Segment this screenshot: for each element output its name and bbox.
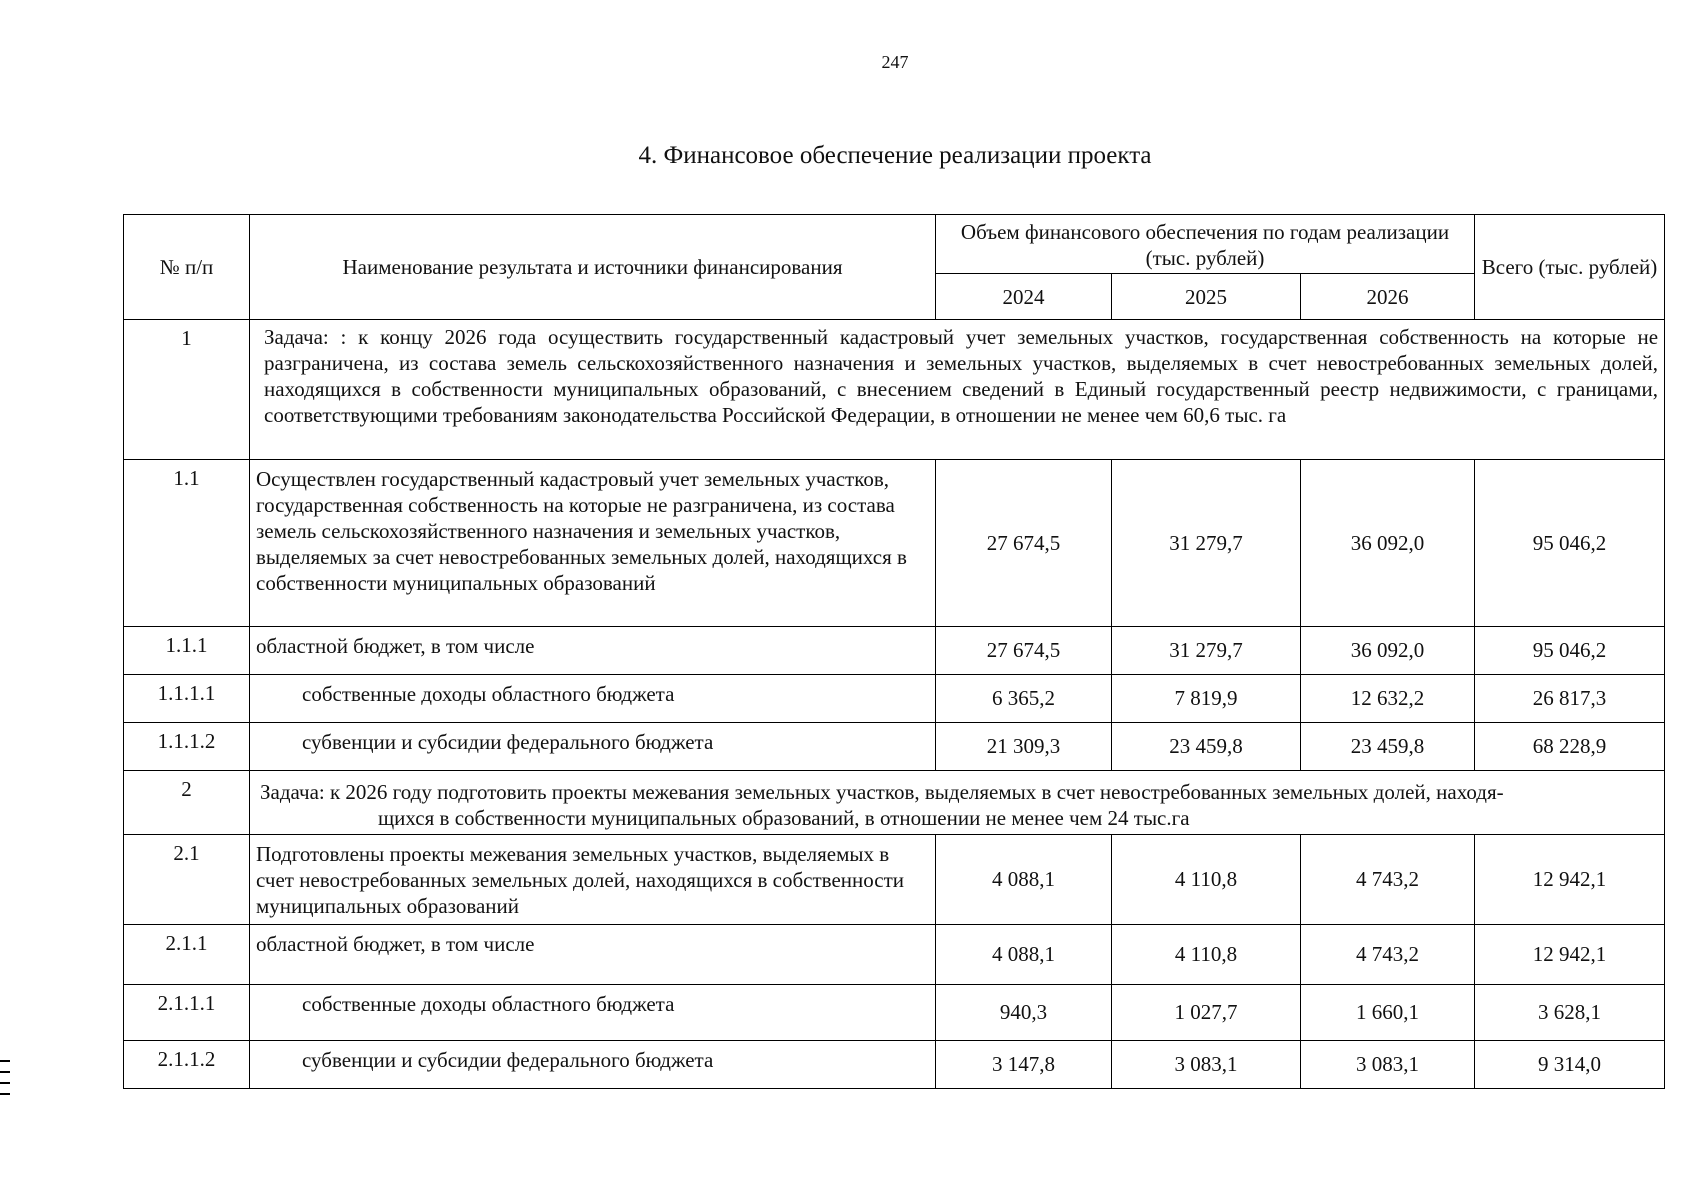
header-year-2024: 2024 — [936, 274, 1112, 320]
header-year-2026: 2026 — [1301, 274, 1475, 320]
value-2025: 4 110,8 — [1112, 835, 1301, 925]
value-2025: 31 279,7 — [1112, 460, 1301, 627]
row-name: собственные доходы областного бюджета — [250, 985, 936, 1041]
value-2026: 4 743,2 — [1301, 835, 1475, 925]
value-2024: 27 674,5 — [936, 460, 1112, 627]
value-total: 68 228,9 — [1475, 723, 1665, 771]
row-name: субвенции и субсидии федерального бюджета — [250, 1041, 936, 1089]
row-num: 2.1.1 — [124, 925, 250, 985]
value-2025: 4 110,8 — [1112, 925, 1301, 985]
value-2024: 940,3 — [936, 985, 1112, 1041]
row-num: 2.1 — [124, 835, 250, 925]
table-row — [124, 675, 1665, 723]
table-row — [124, 723, 1665, 771]
table-row — [124, 925, 1665, 985]
value-2025: 7 819,9 — [1112, 675, 1301, 723]
header-year-2025: 2025 — [1112, 274, 1301, 320]
row-name: Осуществлен государственный кадастровый учет земельных участков, государственная собственность на которые не разграничена, из состава земель сельскохозяйственного назначения и земельных участков, выделяемых за счет невостребованных земельных долей, находящихся в собственности муниципальных образований — [250, 460, 936, 627]
value-total: 12 942,1 — [1475, 835, 1665, 925]
value-total: 9 314,0 — [1475, 1041, 1665, 1089]
value-total: 3 628,1 — [1475, 985, 1665, 1041]
value-2026: 4 743,2 — [1301, 925, 1475, 985]
page-number: 247 — [881, 52, 909, 72]
value-2026: 1 660,1 — [1301, 985, 1475, 1041]
task-text: Задача: : к концу 2026 года осуществить государственный кадастровый учет земельных участков, государственная собственность на которые не разграничена, из состава земель сельскохозяйственного назначения и земельных участков, выделяемых в счет невостребованных земельных долей, находящихся в собственности муниципальных образований, с внесением сведений в Единый государственный реестр недвижимости, с границами, соответствующими требованиям законодательства Российской Федерации, в отношении не менее чем 60,6 тыс. га — [250, 320, 1665, 460]
value-2025: 3 083,1 — [1112, 1041, 1301, 1089]
table-row — [124, 460, 1665, 627]
table-row — [124, 627, 1665, 675]
table-row — [124, 835, 1665, 925]
value-2026: 23 459,8 — [1301, 723, 1475, 771]
table-row — [124, 985, 1665, 1041]
row-name: Подготовлены проекты межевания земельных участков, выделяемых в счет невостребованных земельных долей, находящихся в собственности муниципальных образований — [250, 835, 936, 925]
row-name: субвенции и субсидии федерального бюджета — [250, 723, 936, 771]
table-row-task-2 — [124, 771, 1665, 835]
value-total: 95 046,2 — [1475, 627, 1665, 675]
header-total: Всего (тыс. рублей) — [1475, 215, 1665, 320]
row-name: областной бюджет, в том числе — [250, 925, 936, 985]
value-2025: 31 279,7 — [1112, 627, 1301, 675]
row-num: 2 — [124, 771, 250, 835]
page-title: 4. Финансовое обеспечение реализации проекта — [638, 142, 1152, 169]
financing-table — [123, 214, 1665, 1089]
task-text-line2: щихся в собственности муниципальных образований, в отношении не менее чем 24 тыс.га — [378, 806, 1190, 830]
value-2026: 36 092,0 — [1301, 627, 1475, 675]
header-volume: Объем финансового обеспечения по годам реализации (тыс. рублей) — [936, 215, 1475, 274]
row-num: 1.1.1.2 — [124, 723, 250, 771]
margin-mark — [0, 1071, 10, 1073]
row-num: 1.1.1 — [124, 627, 250, 675]
margin-mark — [0, 1060, 10, 1062]
value-2024: 6 365,2 — [936, 675, 1112, 723]
row-num: 2.1.1.1 — [124, 985, 250, 1041]
row-num: 1 — [124, 320, 250, 460]
table-row-task-1 — [124, 320, 1665, 460]
value-2026: 3 083,1 — [1301, 1041, 1475, 1089]
value-2026: 12 632,2 — [1301, 675, 1475, 723]
task-text-line1: Задача: к 2026 году подготовить проекты межевания земельных участков, выделяемых в счет невостребованных земельных долей, находя- — [260, 780, 1504, 804]
header-num: № п/п — [124, 215, 250, 320]
value-total: 95 046,2 — [1475, 460, 1665, 627]
row-name: собственные доходы областного бюджета — [250, 675, 936, 723]
row-num: 1.1 — [124, 460, 250, 627]
value-2025: 1 027,7 — [1112, 985, 1301, 1041]
row-name: областной бюджет, в том числе — [250, 627, 936, 675]
scan-margin-marks — [0, 1060, 10, 1104]
row-num: 1.1.1.1 — [124, 675, 250, 723]
value-2026: 36 092,0 — [1301, 460, 1475, 627]
value-2024: 27 674,5 — [936, 627, 1112, 675]
header-name: Наименование результата и источники финансирования — [250, 215, 936, 320]
table-row — [124, 1041, 1665, 1089]
value-2024: 3 147,8 — [936, 1041, 1112, 1089]
margin-mark — [0, 1093, 10, 1095]
value-2024: 21 309,3 — [936, 723, 1112, 771]
row-num: 2.1.1.2 — [124, 1041, 250, 1089]
value-2024: 4 088,1 — [936, 925, 1112, 985]
task-text — [250, 771, 1665, 835]
value-total: 26 817,3 — [1475, 675, 1665, 723]
value-2025: 23 459,8 — [1112, 723, 1301, 771]
margin-mark — [0, 1082, 10, 1084]
value-2024: 4 088,1 — [936, 835, 1112, 925]
value-total: 12 942,1 — [1475, 925, 1665, 985]
